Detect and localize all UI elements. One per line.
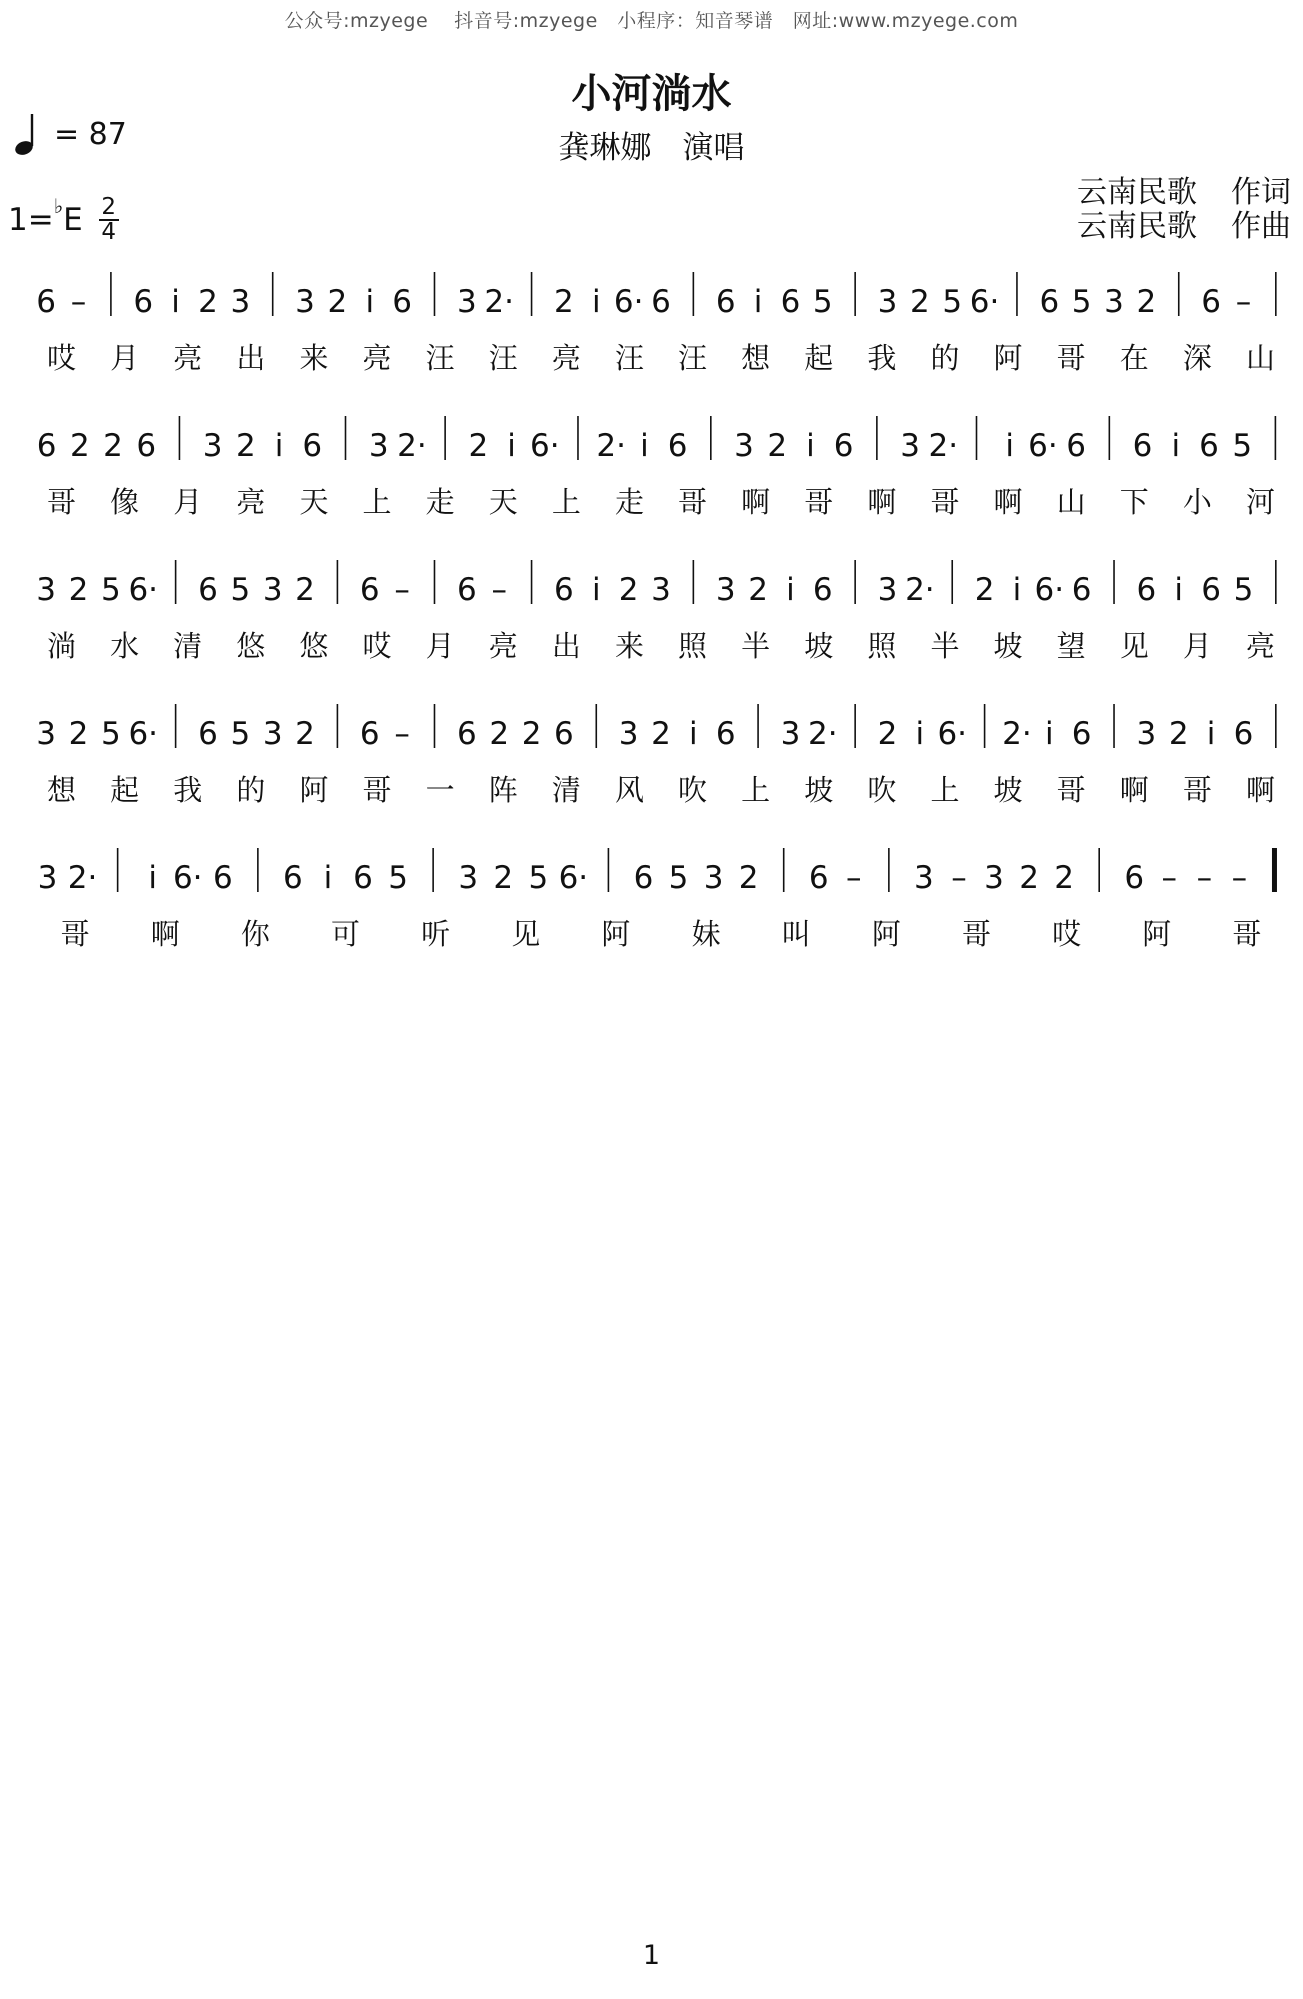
lyric-syllable: 亮 — [1245, 629, 1275, 663]
note: 6 — [1071, 716, 1092, 752]
lyric-syllable: 吹 — [678, 773, 708, 807]
key-prefix: 1= — [8, 202, 54, 238]
lyric-syllable: 汪 — [614, 341, 644, 375]
lyric-syllable: 出 — [551, 629, 581, 663]
note: 2 — [198, 284, 218, 320]
note: 5 — [230, 572, 251, 608]
note: 6 — [1066, 428, 1086, 464]
note: 2 — [295, 572, 315, 608]
lyric-syllable: 风 — [614, 773, 644, 807]
note: 3 — [295, 284, 315, 320]
lyric-syllable: 像 — [110, 485, 140, 519]
note: 5 — [812, 284, 833, 320]
lyric-syllable: 哥 — [804, 485, 834, 519]
lyric-syllable: 哥 — [961, 917, 992, 951]
lyric-syllable: 哎 — [1052, 917, 1082, 951]
note: – — [394, 716, 410, 752]
lyric-syllable: 亮 — [488, 629, 518, 663]
performer-credit: 龚琳娜 演唱 — [558, 130, 745, 166]
note: 3 — [458, 860, 479, 896]
note: – — [394, 572, 410, 608]
note: i — [753, 284, 763, 320]
note: 6 — [715, 284, 736, 320]
lyric-syllable: 在 — [1119, 341, 1149, 375]
note: 6· — [613, 284, 644, 320]
lyric-syllable: 哥 — [1056, 773, 1086, 807]
lyric-syllable: 天 — [299, 485, 329, 519]
note: 6· — [128, 572, 159, 608]
note: 6 — [833, 428, 854, 464]
note: 6 — [1124, 860, 1145, 896]
flat-accidental: ♭ — [53, 194, 64, 218]
page-number: 1 — [642, 1940, 661, 1971]
note: i — [507, 428, 516, 464]
note: 6 — [554, 716, 574, 752]
note: i — [1012, 572, 1022, 608]
lyric-syllable: 山 — [1056, 485, 1086, 519]
lyric-syllable: 啊 — [741, 485, 771, 519]
note: i — [1174, 572, 1184, 608]
note: 2· — [397, 428, 427, 464]
lyric-syllable: 亮 — [173, 341, 203, 375]
lyric-syllable: 啊 — [1245, 773, 1275, 807]
note: – — [70, 284, 87, 320]
lyric-syllable: 哥 — [1056, 341, 1086, 375]
note: 2 — [493, 860, 514, 896]
note: i — [786, 572, 795, 608]
lyric-syllable: 阵 — [488, 773, 518, 807]
lyric-syllable: 哥 — [60, 917, 90, 951]
note: 2 — [68, 716, 89, 752]
note: i — [274, 428, 284, 464]
lyric-syllable: 一 — [425, 773, 455, 807]
tempo-value: = 87 — [54, 116, 127, 152]
note: i — [148, 860, 158, 896]
note: 2 — [618, 572, 639, 608]
note: 3 — [202, 428, 223, 464]
note: 6 — [812, 572, 833, 608]
lyric-syllable: 深 — [1182, 341, 1212, 375]
lyric-syllable: 我 — [867, 341, 897, 375]
lyric-syllable: 半 — [741, 629, 771, 663]
note: 6 — [456, 572, 477, 608]
note: 5 — [1071, 284, 1092, 320]
time-signature-bottom: 4 — [101, 219, 117, 245]
note: 2· — [808, 716, 838, 752]
lyric-syllable: 汪 — [425, 341, 455, 375]
note: i — [171, 284, 180, 320]
note: 6 — [633, 860, 654, 896]
note: 6 — [1201, 572, 1221, 608]
note: 6· — [558, 860, 589, 896]
lyric-syllable: 见 — [1119, 629, 1149, 663]
note: 6· — [529, 428, 560, 464]
lyric-syllable: 的 — [236, 773, 266, 807]
score-line — [38, 848, 1275, 951]
lyric-syllable: 起 — [804, 341, 834, 375]
lyric-syllable: 月 — [425, 629, 455, 663]
lyric-syllable: 啊 — [150, 917, 180, 951]
note: 6 — [1132, 428, 1153, 464]
lyric-syllable: 水 — [110, 629, 140, 663]
note: 6 — [1201, 284, 1221, 320]
note: 3 — [262, 716, 283, 752]
note: 5 — [101, 572, 121, 608]
note: 2 — [1019, 860, 1039, 896]
lyricist-credit: 云南民歌 作词 — [1077, 175, 1291, 210]
lyric-syllable: 阿 — [993, 341, 1023, 375]
note: 2 — [327, 284, 348, 320]
note: 2 — [738, 860, 759, 896]
note: – — [846, 860, 862, 896]
note: 6 — [136, 428, 157, 464]
note: 6 — [780, 284, 801, 320]
lyric-syllable: 亮 — [236, 485, 266, 519]
lyric-syllable: 来 — [614, 629, 644, 663]
lyric-syllable: 月 — [173, 485, 203, 519]
score-line — [37, 416, 1276, 519]
note: 5 — [1233, 572, 1254, 608]
note: i — [1206, 716, 1216, 752]
note: 2 — [1136, 284, 1157, 320]
note: 6 — [1199, 428, 1219, 464]
lyric-syllable: 上 — [551, 485, 581, 519]
note: 5 — [101, 716, 121, 752]
note: 5 — [230, 716, 251, 752]
note: 3 — [36, 572, 57, 608]
lyric-syllable: 哥 — [362, 773, 392, 807]
lyric-syllable: 悠 — [236, 629, 266, 663]
lyric-syllable: 清 — [173, 629, 203, 663]
note: 2 — [554, 284, 574, 320]
time-signature-top: 2 — [101, 194, 117, 220]
note: – — [1161, 860, 1178, 896]
note: 6 — [1071, 572, 1092, 608]
note: 3 — [37, 860, 58, 896]
lyric-syllable: 起 — [110, 773, 140, 807]
lyric-syllable: 照 — [678, 629, 708, 663]
lyric-syllable: 哥 — [1232, 917, 1262, 951]
note: 2 — [489, 716, 510, 752]
note: 3 — [877, 572, 898, 608]
lyric-syllable: 月 — [1182, 629, 1212, 663]
lyric-syllable: 啊 — [993, 485, 1023, 519]
note: i — [365, 284, 375, 320]
note: 6 — [808, 860, 829, 896]
note: 3 — [780, 716, 801, 752]
note: 3 — [900, 428, 920, 464]
note: 2 — [651, 716, 671, 752]
note: 3 — [456, 284, 477, 320]
note: – — [1235, 284, 1252, 320]
key-note: E — [63, 202, 83, 238]
note: 3 — [914, 860, 934, 896]
lyric-syllable: 汪 — [678, 341, 708, 375]
lyric-syllable: 哥 — [47, 485, 77, 519]
lyric-syllable: 叫 — [781, 917, 811, 951]
note: 5 — [942, 284, 963, 320]
note: 2 — [974, 572, 995, 608]
note: 6· — [128, 716, 159, 752]
note: 3 — [703, 860, 724, 896]
note: 6 — [715, 716, 736, 752]
note: 2· — [596, 428, 626, 464]
note: 6 — [359, 572, 380, 608]
lyric-syllable: 哎 — [47, 341, 77, 375]
note: 2 — [1168, 716, 1189, 752]
note: 2 — [468, 428, 489, 464]
note: 2· — [928, 428, 959, 464]
note: 2· — [484, 284, 514, 320]
note: 6 — [554, 572, 574, 608]
lyric-syllable: 你 — [240, 917, 270, 951]
note: 6 — [198, 716, 218, 752]
note: 6 — [36, 284, 57, 320]
lyric-syllable: 亮 — [551, 341, 581, 375]
lyric-syllable: 天 — [488, 485, 518, 519]
note: 2 — [69, 428, 90, 464]
note: – — [491, 572, 507, 608]
note: 3 — [618, 716, 639, 752]
lyric-syllable: 亮 — [362, 341, 392, 375]
page-header-info: 公众号:mzyege 抖音号:mzyege 小程序：知音琴谱 网址:www.mzyege.com — [284, 10, 1019, 32]
note: 6· — [1028, 428, 1058, 464]
lyric-syllable: 的 — [930, 341, 960, 375]
lyric-syllable: 哥 — [678, 485, 708, 519]
note: 6 — [302, 428, 323, 464]
lyric-syllable: 阿 — [871, 917, 901, 951]
lyric-syllable: 河 — [1245, 485, 1275, 519]
note: 3 — [262, 572, 283, 608]
lyric-syllable: 淌 — [47, 629, 77, 663]
note: 2 — [521, 716, 542, 752]
note: 5 — [668, 860, 689, 896]
note: 3 — [230, 284, 251, 320]
note: 6 — [198, 572, 218, 608]
note: 2 — [68, 572, 89, 608]
note: 3 — [36, 716, 57, 752]
note: 2 — [236, 428, 256, 464]
note: 6 — [456, 716, 477, 752]
note: 6· — [172, 860, 203, 896]
note: 6· — [937, 716, 968, 752]
lyric-syllable: 走 — [614, 485, 644, 519]
note: 2 — [767, 428, 788, 464]
lyric-syllable: 月 — [110, 341, 140, 375]
lyric-syllable: 啊 — [1119, 773, 1149, 807]
score-line — [36, 272, 1276, 375]
lyric-syllable: 下 — [1119, 485, 1149, 519]
note: i — [1005, 428, 1015, 464]
note: 6 — [353, 860, 373, 896]
note: 6 — [212, 860, 233, 896]
lyric-syllable: 想 — [741, 341, 771, 375]
note: 6 — [133, 284, 154, 320]
lyric-syllable: 哥 — [1182, 773, 1212, 807]
lyric-syllable: 阿 — [1142, 917, 1172, 951]
lyric-syllable: 汪 — [488, 341, 518, 375]
note: 5 — [528, 860, 549, 896]
lyric-syllable: 哥 — [930, 485, 960, 519]
note: i — [591, 284, 601, 320]
note: – — [1231, 860, 1248, 896]
note: i — [689, 716, 698, 752]
note: 3 — [1136, 716, 1157, 752]
note: – — [1196, 860, 1213, 896]
note: 6 — [36, 428, 57, 464]
note: 2· — [67, 860, 98, 896]
lyric-syllable: 坡 — [993, 629, 1023, 663]
note: i — [915, 716, 925, 752]
note: 3 — [877, 284, 898, 320]
score-line — [36, 704, 1276, 807]
note: 3 — [368, 428, 389, 464]
note: 6 — [651, 284, 671, 320]
note: 5 — [388, 860, 408, 896]
note: 3 — [651, 572, 671, 608]
note: 6 — [1039, 284, 1060, 320]
lyric-syllable: 哎 — [362, 629, 392, 663]
lyric-syllable: 上 — [741, 773, 771, 807]
lyric-syllable: 坡 — [804, 629, 834, 663]
lyric-syllable: 半 — [930, 629, 960, 663]
lyric-syllable: 我 — [173, 773, 203, 807]
note: – — [951, 860, 967, 896]
note: 6 — [359, 716, 380, 752]
note: 6 — [392, 284, 412, 320]
lyric-syllable: 吹 — [867, 773, 897, 807]
note: 2 — [103, 428, 123, 464]
note: 2 — [748, 572, 768, 608]
note: i — [1044, 716, 1054, 752]
note: 6 — [667, 428, 688, 464]
note: i — [591, 572, 601, 608]
lyric-syllable: 妹 — [691, 917, 721, 951]
note: 6· — [1034, 572, 1065, 608]
lyric-syllable: 清 — [551, 773, 581, 807]
note: 3 — [715, 572, 736, 608]
note: 3 — [1104, 284, 1124, 320]
note: 2· — [1002, 716, 1032, 752]
note: 6 — [283, 860, 303, 896]
note: 6· — [969, 284, 1000, 320]
lyric-syllable: 走 — [425, 485, 455, 519]
lyric-syllable: 想 — [47, 773, 77, 807]
note: i — [1171, 428, 1181, 464]
lyric-syllable: 阿 — [299, 773, 329, 807]
score-line — [36, 560, 1276, 663]
lyric-syllable: 上 — [362, 485, 392, 519]
lyric-syllable: 啊 — [867, 485, 897, 519]
lyric-syllable: 来 — [299, 341, 329, 375]
lyric-syllable: 小 — [1182, 485, 1212, 519]
note: 6 — [1233, 716, 1254, 752]
lyric-syllable: 悠 — [299, 629, 329, 663]
note: 2 — [295, 716, 315, 752]
lyric-syllable: 阿 — [601, 917, 631, 951]
note: 2· — [905, 572, 935, 608]
lyric-syllable: 见 — [511, 917, 541, 951]
note: 6 — [1136, 572, 1157, 608]
note: 2 — [1054, 860, 1075, 896]
note: 2 — [877, 716, 898, 752]
lyric-syllable: 可 — [330, 917, 361, 951]
note: 3 — [984, 860, 1004, 896]
note: i — [806, 428, 815, 464]
note: 2 — [910, 284, 930, 320]
lyric-syllable: 坡 — [993, 773, 1023, 807]
composer-credit: 云南民歌 作曲 — [1077, 209, 1291, 244]
note: i — [640, 428, 649, 464]
note: 3 — [734, 428, 754, 464]
lyric-syllable: 上 — [930, 773, 960, 807]
lyric-syllable: 出 — [236, 341, 266, 375]
lyric-syllable: 山 — [1245, 341, 1275, 375]
lyric-syllable: 照 — [867, 629, 897, 663]
lyric-syllable: 望 — [1056, 629, 1086, 663]
note: 5 — [1232, 428, 1253, 464]
note: i — [323, 860, 333, 896]
lyric-syllable: 坡 — [804, 773, 834, 807]
song-title: 小河淌水 — [571, 71, 732, 117]
lyric-syllable: 听 — [421, 917, 451, 951]
